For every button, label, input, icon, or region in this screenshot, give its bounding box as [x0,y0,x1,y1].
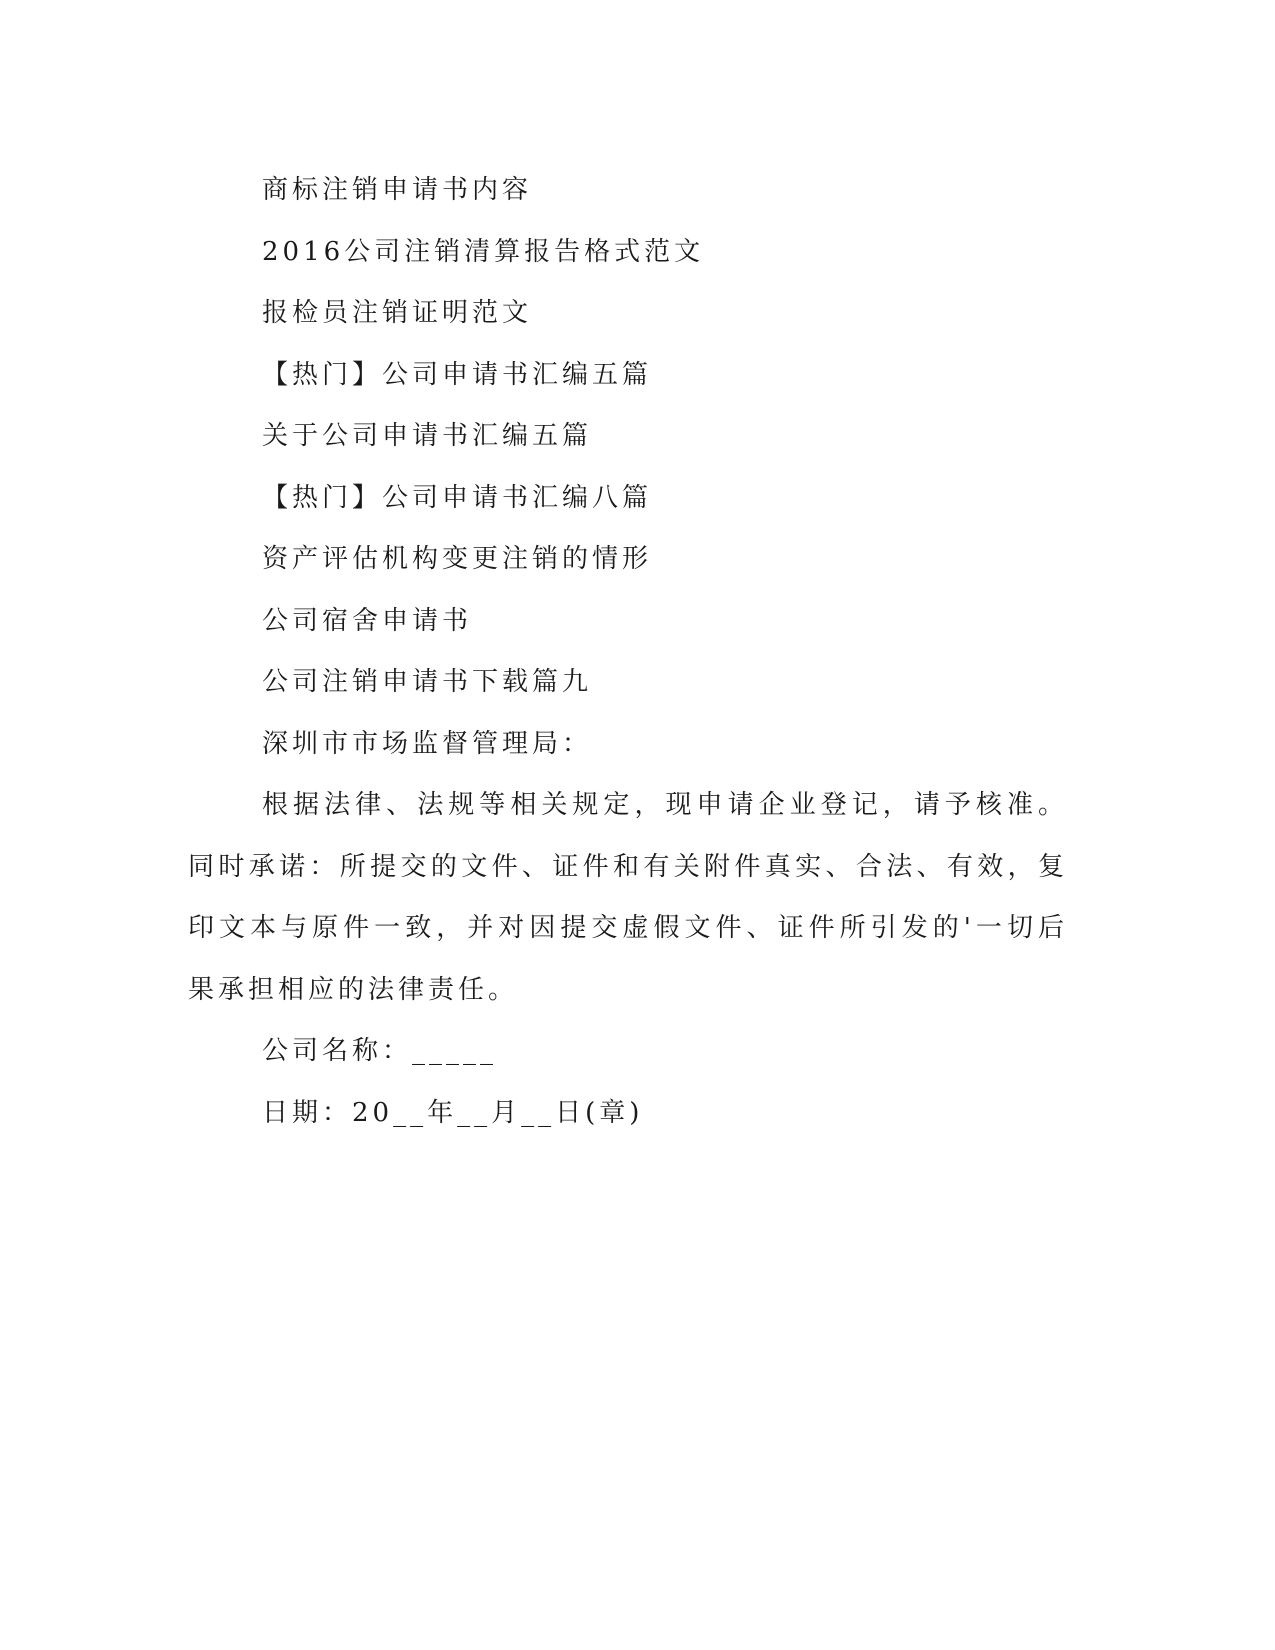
text-line-8: 公司宿舍申请书 [262,605,473,636]
text-line-7: 资产评估机构变更注销的情形 [262,544,653,574]
company-name-line: 公司名称：_____ [262,1036,498,1066]
text-line-2: 2016公司注销清算报告格式范文 [262,236,705,267]
text-line-3: 报检员注销证明范文 [262,298,533,328]
text-line-9: 公司注销申请书下载篇九 [262,667,593,697]
document-content [188,160,1068,1144]
text-line-5: 关于公司申请书汇编五篇 [262,421,593,451]
date-line: 日期：20__年__月__日(章) [262,1097,644,1128]
body-paragraph: 根据法律、法规等相关规定，现申请企业登记，请予核准。同时承诺：所提交的文件、证件和有关附件真实、合法、有效，复印文本与原件一致，并对因提交虚假文件、证件所引发的'一切后果承担相应的法律责任。 [188,790,1068,1005]
addressee-line: 深圳市市场监督管理局： [262,728,593,759]
text-line-6: 【热门】公司申请书汇编八篇 [262,482,653,513]
text-line-1: 商标注销申请书内容 [262,175,533,205]
text-line-4: 【热门】公司申请书汇编五篇 [262,359,653,390]
